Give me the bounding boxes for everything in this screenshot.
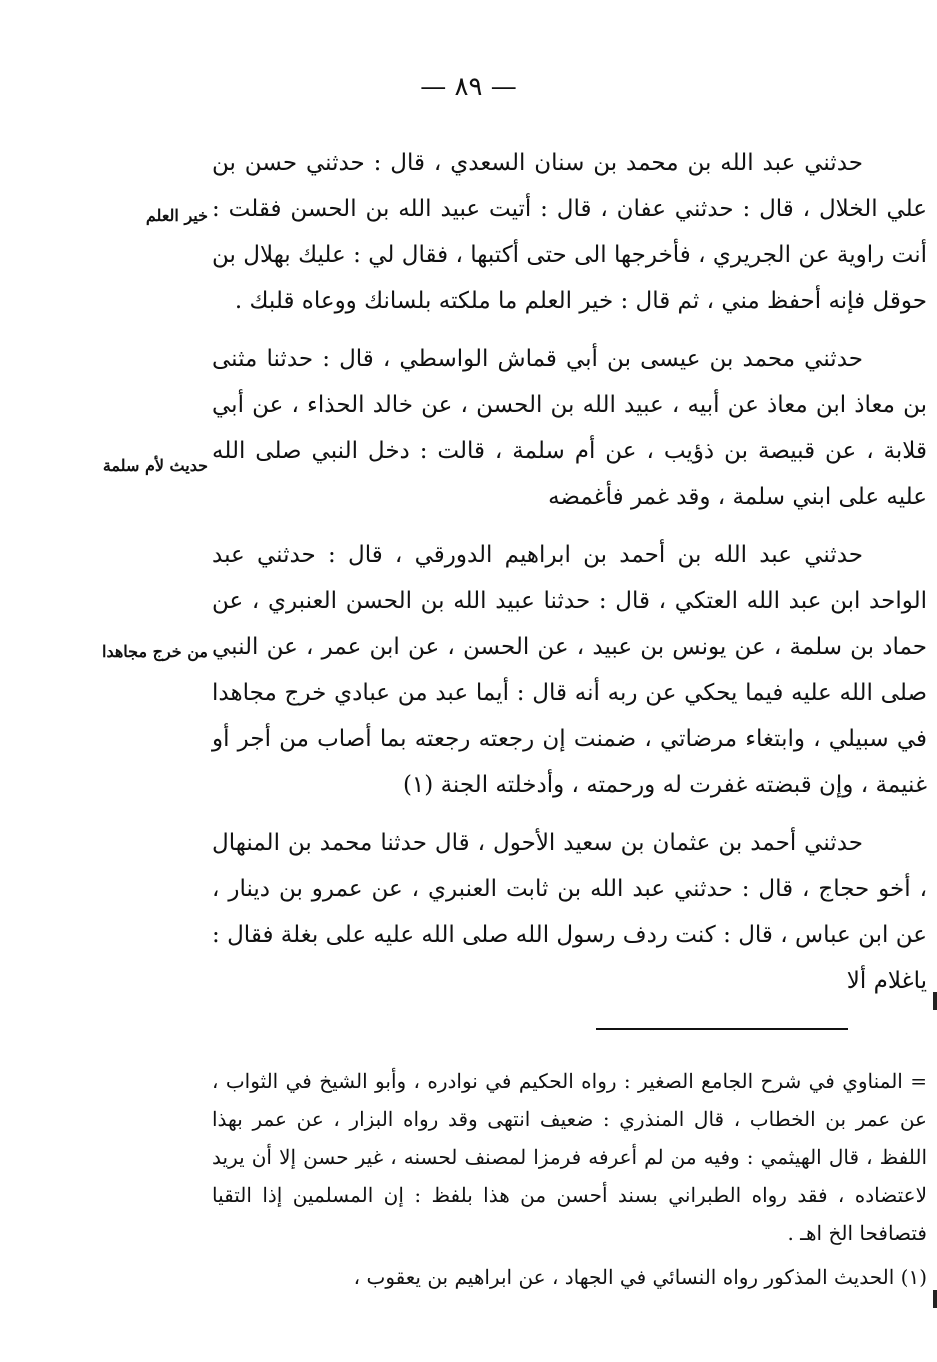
main-text bbox=[212, 140, 927, 1004]
margin-note-mujahid: من خرج مجاهدا bbox=[102, 642, 208, 661]
footnote-continuation: = المناوي في شرح الجامع الصغير : رواه الحكيم في نوادره ، وأبو الشيخ في الثواب ، عن عمر بن الخطاب ، قال المنذري : ضعيف انتهى وقد رواه البزار ، عن عمر بهذا اللفظ ، قال الهيثمي : وفيه من لم أعرفه فرمزا لمصنف لحسنه ، غير حسن إلا أن يريد لاعتضاده ، فقد رواه الطبراني بسند أحسن من هذا بلفظ : إن المسلمين إذا التقيا فتصافحا الخ اهـ . bbox=[212, 1069, 927, 1245]
page-number: — ٨٩ — bbox=[420, 72, 517, 102]
margin-note-best-knowledge: خير العلم bbox=[145, 206, 208, 225]
margin-note-umm-salama-hadith: حديث لأم سلمة bbox=[102, 456, 208, 475]
footnote-1: (١) الحديث المذكور رواه النسائي في الجهاد ، عن ابراهيم بن يعقوب ، bbox=[353, 1265, 927, 1289]
paragraph-2: حدثني محمد بن عيسى بن أبي قماش الواسطي ، قال : حدثنا مثنى بن معاذ ابن معاذ عن أبيه ، عبيد الله بن الحسن ، عن خالد الحذاء ، عن أبي قلابة ، عن قبيصة بن ذؤيب ، عن أم سلمة ، قالت : دخل النبي صلى الله عليه على ابني سلمة ، وقد غمر فأغمضه bbox=[212, 346, 927, 510]
footnotes bbox=[212, 1062, 927, 1296]
scan-edge-mark bbox=[933, 992, 937, 1010]
paragraph-3: حدثني عبد الله بن أحمد بن ابراهيم الدورقي ، قال : حدثني عبد الواحد ابن عبد الله العتكي ، قال : حدثنا عبيد الله بن الحسن العنبري ، عن حماد بن سلمة ، عن يونس بن عبيد ، عن الحسن ، عن ابن عمر ، عن النبي صلى الله عليه فيما يحكي عن ربه أنه قال : أيما عبد من عبادي خرج مجاهدا في سبيلي ، وابتغاء مرضاتي ، ضمنت إن رجعته رجعته بما أصاب من أجر أو غنيمة ، وإن قبضته غفرت له ورحمته ، وأدخلته الجنة (١) bbox=[212, 542, 928, 798]
scan-edge-mark bbox=[933, 1290, 937, 1308]
paragraph-4: حدثني أحمد بن عثمان بن سعيد الأحول ، قال حدثنا محمد بن المنهال ، أخو حجاج ، قال : حدثني عبد الله بن ثابت العنبري ، عن عمرو بن دينار ، عن ابن عباس ، قال : كنت ردف رسول الله صلى الله عليه على بغلة فقال : ياغلام ألا bbox=[212, 830, 927, 994]
footnote-separator bbox=[596, 1028, 848, 1030]
paragraph-1: حدثني عبد الله بن محمد بن سنان السعدي ، قال : حدثني حسن بن علي الخلال ، قال : حدثني عفان ، قال : أتيت عبيد الله بن الحسن فقلت : أنت راوية عن الجريري ، فأخرجها الى حتى أكتبها ، فقال لي : عليك بهلال بن حوقل فإنه أحفظ مني ، ثم قال : خير العلم ما ملكته بلسانك ووعاه قلبك . bbox=[212, 150, 927, 314]
